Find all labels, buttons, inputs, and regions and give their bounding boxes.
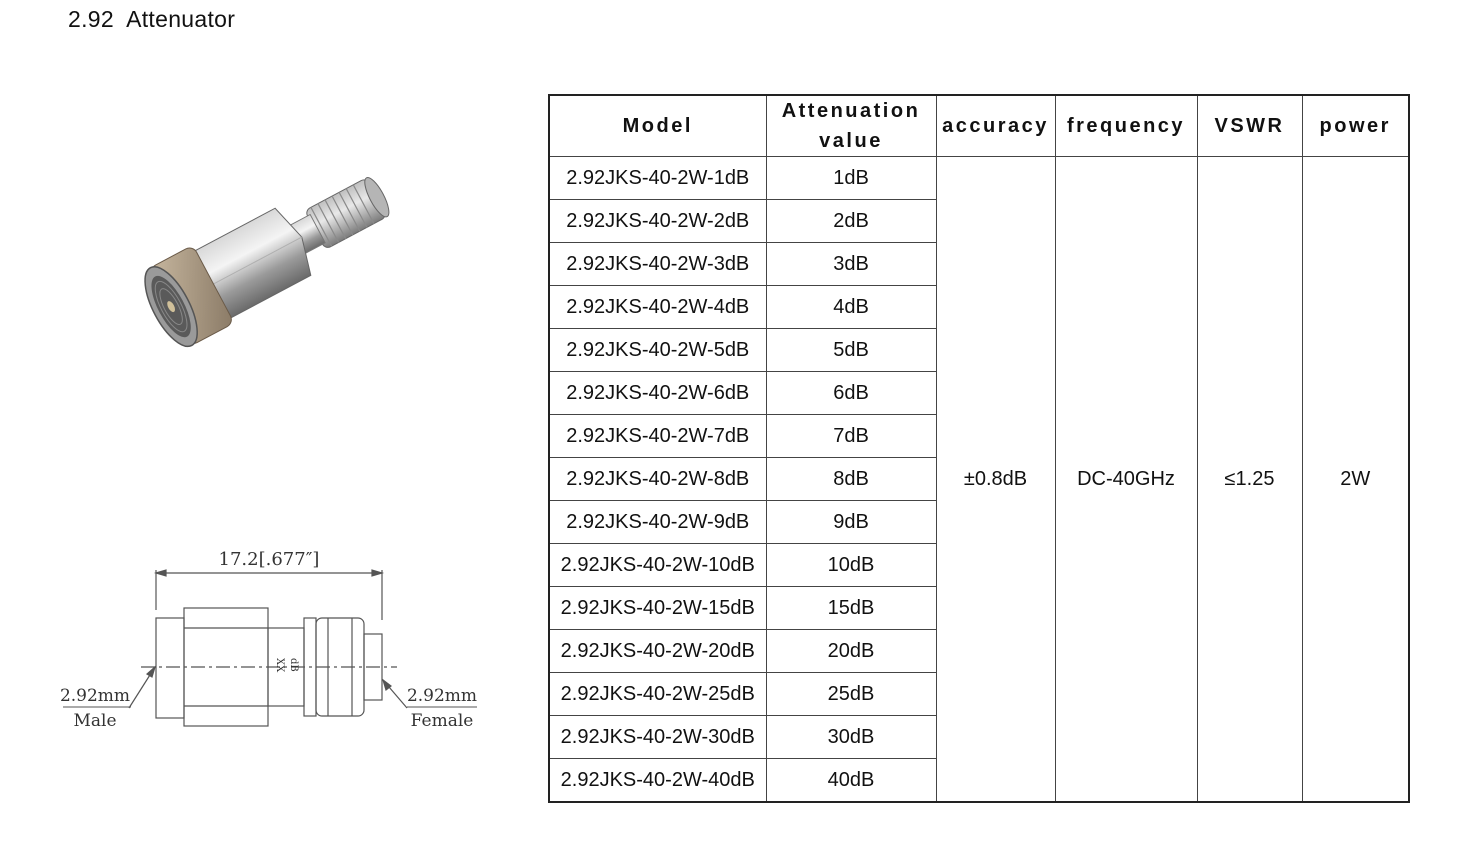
model-cell: 2.92JKS-40-2W-20dB — [549, 630, 766, 673]
model-cell: 2.92JKS-40-2W-5dB — [549, 329, 766, 372]
attenuation-value-cell: 6dB — [766, 372, 936, 415]
header-model: Model — [549, 95, 766, 157]
attenuation-value-cell: 30dB — [766, 716, 936, 759]
model-cell: 2.92JKS-40-2W-10dB — [549, 544, 766, 587]
attenuation-value-cell: 8dB — [766, 458, 936, 501]
model-cell: 2.92JKS-40-2W-4dB — [549, 286, 766, 329]
attenuator-photo — [140, 150, 420, 370]
model-cell: 2.92JKS-40-2W-3dB — [549, 243, 766, 286]
attenuation-value-cell: 10dB — [766, 544, 936, 587]
body-marking-db: dB — [288, 658, 299, 672]
attenuation-value-cell: 1dB — [766, 157, 936, 200]
header-attenuation-line1: Attenuation — [781, 100, 921, 122]
model-cell: 2.92JKS-40-2W-15dB — [549, 587, 766, 630]
page-title: 2.92 Attenuator — [68, 6, 236, 32]
male-label-size: 2.92mm — [59, 686, 131, 706]
header-attenuation-value — [766, 95, 936, 157]
attenuation-value-cell: 40dB — [766, 759, 936, 803]
female-label-size: 2.92mm — [406, 686, 478, 706]
power-cell: 2W — [1302, 157, 1409, 803]
attenuation-value-cell: 3dB — [766, 243, 936, 286]
female-label-gender: Female — [410, 711, 474, 731]
attenuation-value-cell: 9dB — [766, 501, 936, 544]
attenuation-value-cell: 2dB — [766, 200, 936, 243]
body-marking-xx: XX — [274, 658, 285, 673]
overall-length-dimension: 17.2[.677″] — [218, 549, 320, 570]
attenuation-value-cell: 5dB — [766, 329, 936, 372]
model-cell: 2.92JKS-40-2W-1dB — [549, 157, 766, 200]
attenuation-value-cell: 7dB — [766, 415, 936, 458]
header-accuracy: accuracy — [936, 95, 1055, 157]
spec-table — [548, 94, 1410, 803]
header-frequency: frequency — [1055, 95, 1197, 157]
model-cell: 2.92JKS-40-2W-9dB — [549, 501, 766, 544]
model-cell: 2.92JKS-40-2W-2dB — [549, 200, 766, 243]
male-label-gender: Male — [73, 711, 117, 731]
frequency-cell: DC-40GHz — [1055, 157, 1197, 803]
model-cell: 2.92JKS-40-2W-6dB — [549, 372, 766, 415]
table-row — [549, 157, 1409, 200]
vswr-cell: ≤1.25 — [1197, 157, 1302, 803]
model-cell: 2.92JKS-40-2W-7dB — [549, 415, 766, 458]
header-attenuation-line2: value — [819, 130, 883, 152]
header-power: power — [1302, 95, 1409, 157]
model-cell: 2.92JKS-40-2W-30dB — [549, 716, 766, 759]
model-cell: 2.92JKS-40-2W-8dB — [549, 458, 766, 501]
table-header-row — [549, 95, 1409, 157]
attenuation-value-cell: 4dB — [766, 286, 936, 329]
attenuation-value-cell: 20dB — [766, 630, 936, 673]
attenuation-value-cell: 15dB — [766, 587, 936, 630]
model-cell: 2.92JKS-40-2W-25dB — [549, 673, 766, 716]
header-vswr: VSWR — [1197, 95, 1302, 157]
attenuation-value-cell: 25dB — [766, 673, 936, 716]
dimension-drawing — [55, 540, 485, 740]
accuracy-cell: ±0.8dB — [936, 157, 1055, 803]
model-cell: 2.92JKS-40-2W-40dB — [549, 759, 766, 803]
